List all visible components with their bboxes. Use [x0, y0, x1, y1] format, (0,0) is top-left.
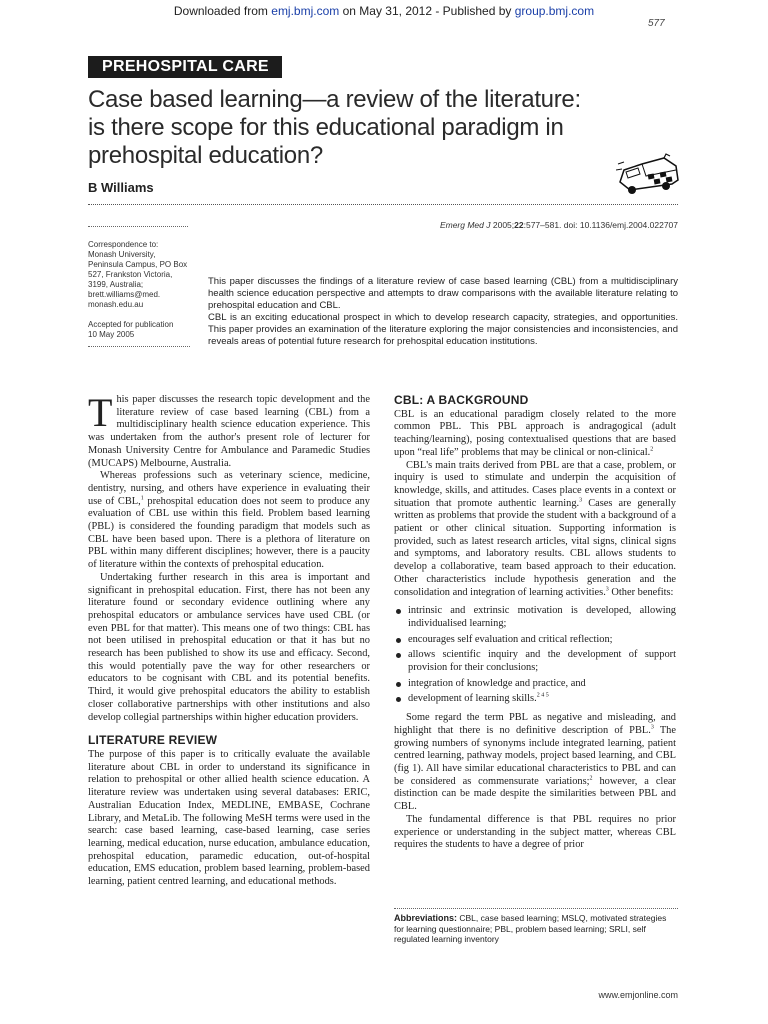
- body-text: Other benefits:: [608, 586, 674, 598]
- correspondence-email: brett.williams@med.: [88, 290, 161, 299]
- body-paragraph: [88, 470, 370, 572]
- correspondence-email: monash.edu.au: [88, 300, 144, 309]
- reference-marker: 2: [650, 446, 654, 453]
- article-author: B Williams: [88, 180, 154, 195]
- correspondence-line: Peninsula Campus, PO Box: [88, 260, 188, 269]
- header-divider: [88, 204, 678, 205]
- abbreviations-label: Abbreviations:: [394, 913, 458, 923]
- download-prefix: Downloaded from: [173, 4, 272, 18]
- reference-marker: 2: [589, 775, 593, 782]
- drop-cap: T: [88, 390, 113, 435]
- left-column: [88, 390, 370, 889]
- body-text: CBL is an educational paradigm closely related to the more common PBL. This PBL approach is andragogical (adult teaching/learning), posing contextualised questions that are based upon “real life” problems that may be clinical or non-clinical.: [394, 408, 676, 458]
- reference-marker: 3: [650, 724, 654, 731]
- right-column: [394, 394, 676, 852]
- correspondence-line: 3199, Australia;: [88, 280, 144, 289]
- accepted-date: 10 May 2005: [88, 330, 135, 339]
- abbreviations-divider: [394, 908, 678, 909]
- page-number: 577: [648, 18, 665, 29]
- body-text: Some regard the term PBL as negative and misleading, and highlight that there is no definitive description of PBL.: [394, 712, 676, 736]
- abbreviations-box: [394, 908, 678, 945]
- list-item: integration of knowledge and practice, and: [394, 678, 676, 691]
- accepted-line: Accepted for publication: [88, 320, 174, 329]
- article-title: Case based learning—a review of the literature: is there scope for this educational paradigm in prehospital education?: [88, 86, 581, 169]
- reference-marker: 3: [605, 586, 609, 593]
- body-paragraph: The purpose of this paper is to critically evaluate the available literature about CBL in order to understand its significance in relation to prehospital or other allied health science education. A literature review was undertaken using several databases: ERIC, Australian Education Index, MEDLINE, EMBASE, Cochrane Library, and MetaLib. The following MeSH terms were used in the search: case based learning, case-based learning, case series learning, medical education, nurse education, ambulance education, prehospital education, paramedic education, out-of-hospital education, EMS education, problem based learning, problem-based learning, patient centred learning, and educational methods.: [88, 748, 370, 888]
- sidebar-divider-top: [88, 226, 188, 227]
- reference-marker: 1: [140, 495, 144, 502]
- correspondence-line: Correspondence to:: [88, 240, 159, 249]
- download-banner: [0, 4, 768, 18]
- body-paragraph: [394, 409, 676, 460]
- section-heading-cbl-background: CBL: A BACKGROUND: [394, 393, 529, 407]
- intro-paragraph: [88, 390, 370, 470]
- body-text: however, a clear distinction can be made despite the similarities between PBL and CBL.: [394, 775, 677, 813]
- body-paragraph: The fundamental difference is that PBL requires no prior experience or understanding in the subject matter, whereas CBL requires the students to have a degree of prior: [394, 813, 676, 851]
- correspondence-sidebar: [88, 240, 198, 347]
- reference-marker: 2 4 5: [536, 693, 549, 699]
- citation-volume: 22: [514, 220, 524, 230]
- body-paragraph: [394, 712, 676, 814]
- reference-marker: 3: [579, 497, 583, 504]
- body-paragraph: [394, 460, 676, 600]
- list-item: allows scientific inquiry and the development of support provision for their conclusions;: [394, 649, 676, 674]
- benefits-list: [394, 605, 676, 706]
- source-site-link[interactable]: emj.bmj.com: [271, 4, 340, 18]
- journal-name: Emerg Med J: [439, 220, 491, 230]
- sidebar-divider-bottom: [88, 346, 190, 347]
- download-date: on May 31, 2012 - Published by: [339, 4, 515, 18]
- correspondence-line: Monash University,: [88, 250, 156, 259]
- body-text: The growing numbers of synonyms include integrated learning, patient centred learning, pathway models, project based learning, and CBL (fig 1). All have similar educational characteristics to PBL and can be considered as commensurate variations;: [394, 724, 676, 787]
- intro-text: his paper discusses the research topic development and the literature review of case based learning (CBL) from a multidisciplinary health science education experience. This was undertaken from the author's present role of lecturer for Monash University Centre for Ambulance and Paramedic Studies (MUCAPS) Melbourne, Australia.: [88, 394, 370, 469]
- section-tag: PREHOSPITAL CARE: [88, 56, 282, 78]
- publisher-site-link[interactable]: group.bmj.com: [514, 4, 595, 18]
- section-heading-literature-review: LITERATURE REVIEW: [88, 733, 218, 748]
- body-text: Cases are generally written as problems that provide the student with a background of a patient or other clinical situation. Supporting information is provided, such as latest research articles, vital signs, clinical signs and symptoms, and laboratory results. CBL allows students to develop a collaborative, team based approach to their education. Other characteristics include hypothesis generation and the consolidation and integration of learning activities.: [394, 497, 676, 598]
- abstract-paragraph: CBL is an exciting educational prospect in which to develop research capacity, strategies, and opportunities. This paper provides an examination of the literature exploring the major consistencies and inconsistencies, and reveals areas of potential future research for prehospital education institutions.: [208, 312, 678, 347]
- citation-year: 2005;: [490, 220, 515, 230]
- footer-url[interactable]: www.emjonline.com: [598, 990, 678, 1000]
- abstract-paragraph: This paper discusses the findings of a literature review of case based learning (CBL) from a multidisciplinary health science education perspective and attempts to draw comparisons with the available literature relating to prehospital education and CBL.: [208, 276, 678, 311]
- body-text: CBL's main traits derived from PBL are that a case, problem, or inquiry is used to stimulate and underpin the acquisition of knowledge, skills, and attitudes. Cases place events in a context or situation that promote authentic learning.: [394, 459, 676, 509]
- correspondence-line: 527, Frankston Victoria,: [88, 270, 173, 279]
- citation-pages-doi: :577–581. doi: 10.1136/emj.2004.022707: [523, 220, 678, 230]
- list-item-text: development of learning skills.: [408, 693, 537, 705]
- list-item: encourages self evaluation and critical reflection;: [394, 634, 676, 647]
- abbreviations-text: CBL, case based learning; MSLQ, motivated strategies for learning questionnaire; PBL, problem based learning; SRLI, self regulated learning inventory: [394, 913, 667, 944]
- body-text: prehospital education does not seem to produce any evaluation of CBL use within this field. Problem based learning (PBL) is considered the founding paradigm that models such as CBL have been based upon. There is a plethora of literature on PBL within many different disciplines; however, there is a paucity of literature within the contexts of prehospital education.: [88, 495, 370, 571]
- body-text: Whereas professions such as veterinary science, medicine, dentistry, nursing, and others have experience in evaluating their use of CBL,: [88, 470, 370, 507]
- list-item: [394, 693, 676, 706]
- abstract: [208, 276, 678, 348]
- citation-line: [360, 220, 678, 230]
- body-paragraph: Undertaking further research in this area is important and significant in prehospital education. First, there has not been any literature found or secondary evidence outlining where any prehospital educators or ambulance services have used CBL (or even PBL for that matter). This means one of two things: CBL has not been utilised in prehospital education or that it has but no research has been published to show its use and efficacy. Second, this would potentially pave the way for other researchers or educators to be cognisant with CBL and its potential benefits. Third, it would give prehospital educators the ability to establish closer collaborative partnerships with other institutions and also develop collegial partnerships within higher education providers.: [88, 571, 370, 723]
- ambulance-icon: [616, 152, 682, 198]
- list-item: intrinsic and extrinsic motivation is developed, allowing individualised learning;: [394, 605, 676, 630]
